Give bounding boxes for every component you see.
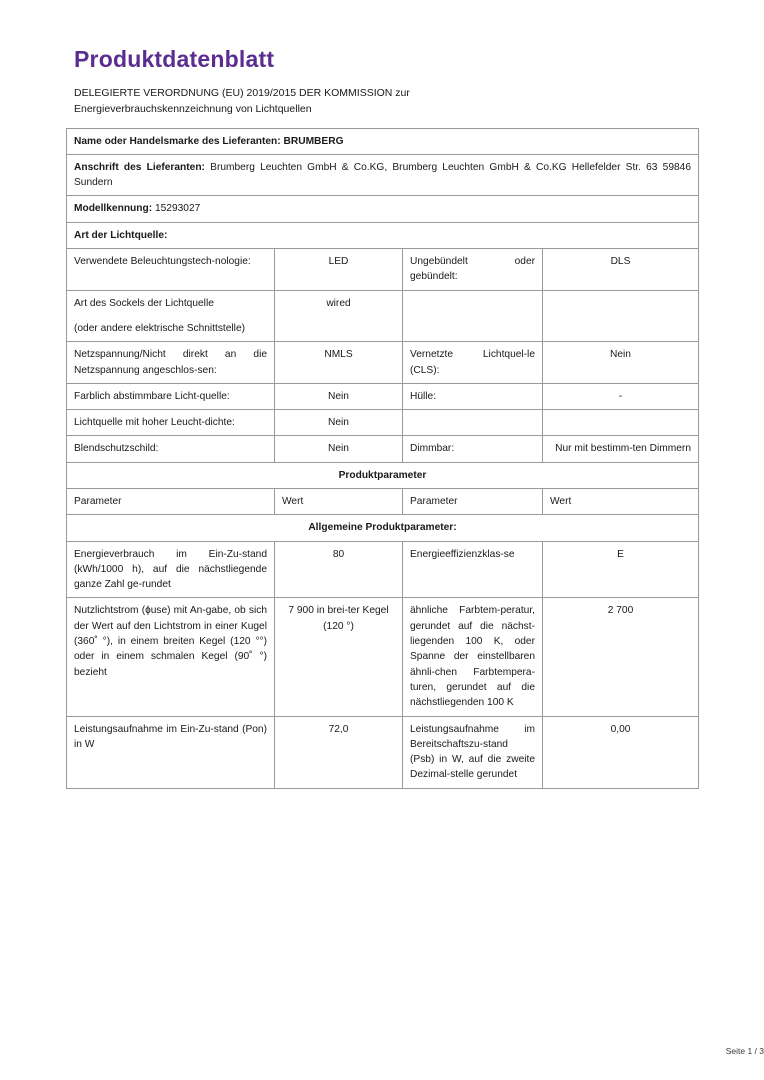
table-row xyxy=(67,342,699,384)
row-value: LED xyxy=(275,249,403,291)
row-label-2 xyxy=(403,410,543,436)
row-value-2: - xyxy=(543,383,699,409)
table-row xyxy=(67,290,699,316)
row-label-2 xyxy=(403,290,543,316)
subtitle-line-2: Energieverbrauchskennzeichnung von Lichtquellen xyxy=(74,103,312,116)
row-label-2 xyxy=(403,316,543,342)
row-label: Verwendete Beleuchtungstech-nologie: xyxy=(67,249,275,291)
table-row xyxy=(67,383,699,409)
model-value: 15293027 xyxy=(154,203,201,215)
model-cell xyxy=(67,196,699,222)
table-row-general-header xyxy=(67,515,699,541)
brand-cell xyxy=(67,128,699,154)
row-value: Nein xyxy=(275,436,403,462)
row-value: 72,0 xyxy=(275,716,403,788)
address-value: Brumberg Leuchten GmbH & Co.KG, Brumberg Leuchten GmbH & Co.KG Hellefelder Str. 63 59846 Sundern xyxy=(74,161,691,189)
row-value: 7 900 in brei-ter Kegel (120 °) xyxy=(275,598,403,716)
row-label: Nutzlichtstrom (ɸuse) mit An-gabe, ob sich der Wert auf den Lichtstrom in einer Kugel (360˚ °), in einem breiten Kegel (120 °°) oder in einem schmalen Kegel (90˚ °) bezieht xyxy=(67,598,275,716)
table-row-column-headers xyxy=(67,488,699,514)
table-row-brand xyxy=(67,128,699,154)
table-row-model xyxy=(67,196,699,222)
page-footer: Seite 1 / 3 xyxy=(725,1046,764,1056)
row-label-2: Leistungsaufnahme im Bereitschaftszu-stand (Psb) in W, auf die zweite Dezimal-stelle gerundet xyxy=(403,716,543,788)
row-label: (oder andere elektrische Schnittstelle) xyxy=(67,316,275,342)
row-label: Blendschutzschild: xyxy=(67,436,275,462)
table-row xyxy=(67,436,699,462)
table-row xyxy=(67,249,699,291)
row-value: wired xyxy=(275,290,403,316)
row-label: Lichtquelle mit hoher Leucht-dichte: xyxy=(67,410,275,436)
row-value-2: E xyxy=(543,541,699,598)
table-row xyxy=(67,598,699,716)
subtitle-line-1: DELEGIERTE VERORDNUNG (EU) 2019/2015 DER KOMMISSION zur xyxy=(74,87,410,99)
general-parameters-header: Allgemeine Produktparameter: xyxy=(67,515,699,541)
row-value-2: Nein xyxy=(543,342,699,384)
row-value-2 xyxy=(543,290,699,316)
row-value: Nein xyxy=(275,410,403,436)
table-row xyxy=(67,410,699,436)
table-row-productparameters-header xyxy=(67,462,699,488)
row-label-2: Ungebündelt oder gebündelt: xyxy=(403,249,543,291)
row-value-2: Nur mit bestimm-ten Dimmern xyxy=(543,436,699,462)
row-value-2: 2 700 xyxy=(543,598,699,716)
row-value xyxy=(275,316,403,342)
lightsource-section-header: Art der Lichtquelle: xyxy=(67,222,699,248)
column-header-wert-1: Wert xyxy=(275,488,403,514)
model-label: Modellkennung: xyxy=(74,203,153,215)
row-label-2: ähnliche Farbtem-peratur, gerundet auf die nächst-liegenden 100 K, oder Spanne der einstellbaren ähnli-chen Farbtempera-turen, gerundet auf die nächstliegenden 100 K xyxy=(403,598,543,716)
row-label-2: Vernetzte Lichtquel-le (CLS): xyxy=(403,342,543,384)
row-label: Art des Sockels der Lichtquelle xyxy=(67,290,275,316)
row-label: Energieverbrauch im Ein-Zu-stand (kWh/1000 h), auf die nächstliegende ganze Zahl ge-rundet xyxy=(67,541,275,598)
table-row xyxy=(67,716,699,788)
row-label-2: Energieeffizienzklas-se xyxy=(403,541,543,598)
table-row-lightsource-header xyxy=(67,222,699,248)
brand-label: Name oder Handelsmarke des Lieferanten: xyxy=(74,135,281,147)
row-value-2 xyxy=(543,410,699,436)
row-value: NMLS xyxy=(275,342,403,384)
address-cell xyxy=(67,154,699,196)
table-row xyxy=(67,316,699,342)
row-label: Netzspannung/Nicht direkt an die Netzspannung angeschlos-sen: xyxy=(67,342,275,384)
row-value-2: DLS xyxy=(543,249,699,291)
datasheet xyxy=(66,38,764,1056)
column-header-parameter-2: Parameter xyxy=(403,488,543,514)
column-header-wert-2: Wert xyxy=(543,488,699,514)
row-label-2: Hülle: xyxy=(403,383,543,409)
column-header-parameter-1: Parameter xyxy=(67,488,275,514)
row-value: 80 xyxy=(275,541,403,598)
row-value: Nein xyxy=(275,383,403,409)
brand-value: BRUMBERG xyxy=(283,135,344,147)
address-label: Anschrift des Lieferanten: xyxy=(74,161,205,173)
row-value-2 xyxy=(543,316,699,342)
row-value-2: 0,00 xyxy=(543,716,699,788)
page-title: Produktdatenblatt xyxy=(74,46,275,72)
table-row-address xyxy=(67,154,699,196)
table-row xyxy=(67,541,699,598)
productparameters-section-header: Produktparameter xyxy=(67,462,699,488)
row-label: Leistungsaufnahme im Ein-Zu-stand (Pon) in W xyxy=(67,716,275,788)
row-label: Farblich abstimmbare Licht-quelle: xyxy=(67,383,275,409)
row-label-2: Dimmbar: xyxy=(403,436,543,462)
product-datasheet-table xyxy=(66,128,699,789)
document-subtitle xyxy=(74,85,494,118)
